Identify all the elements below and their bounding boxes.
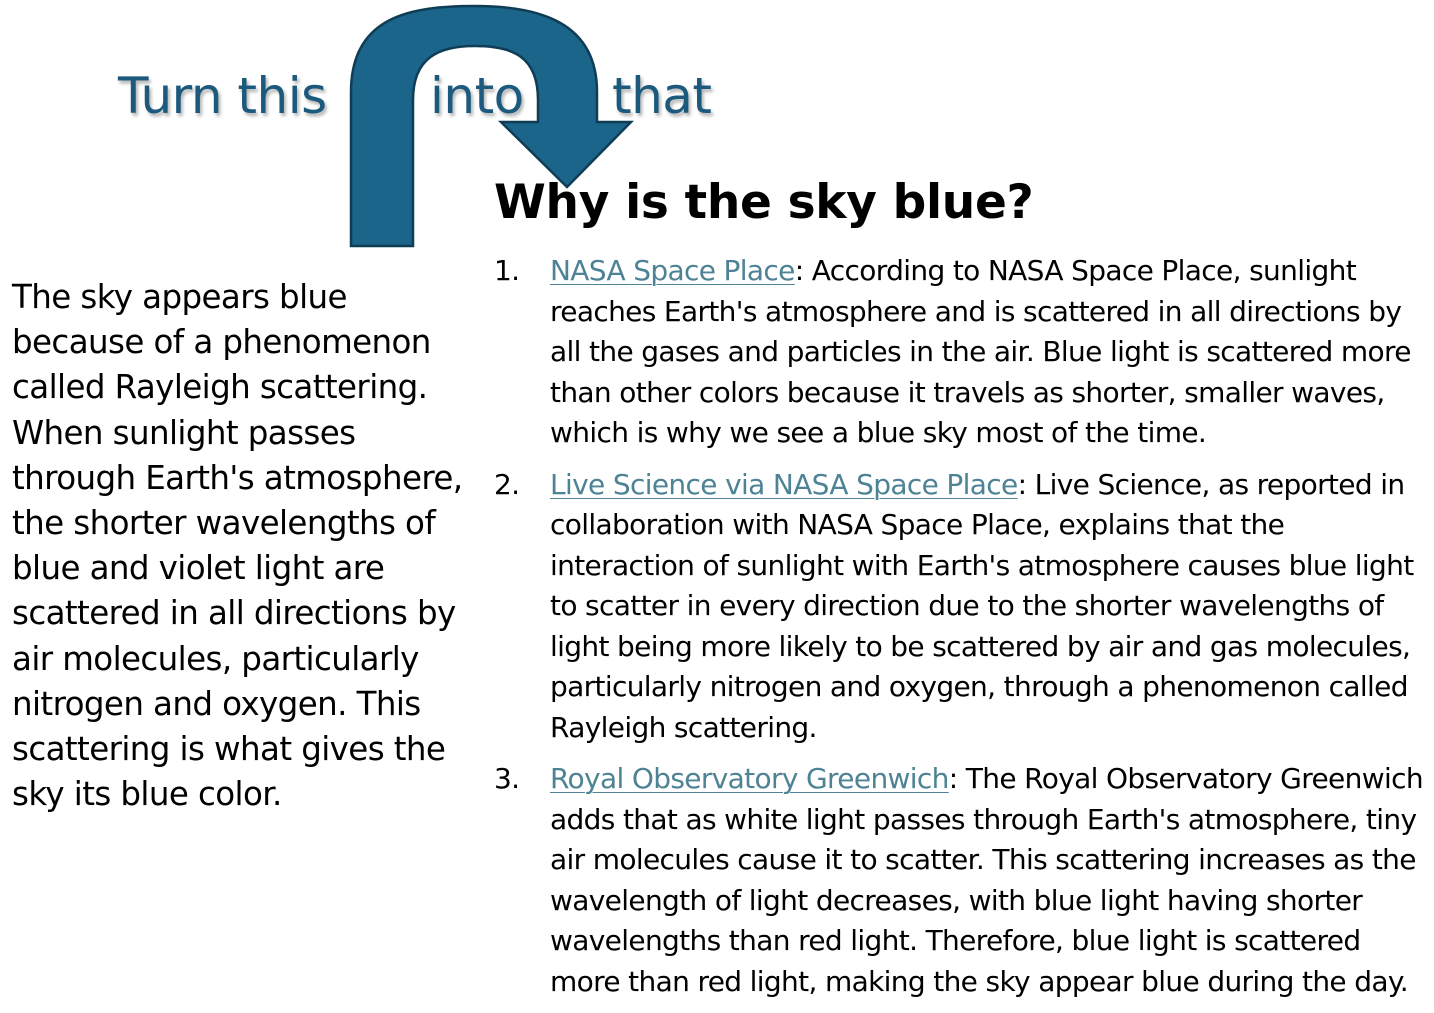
source-number: 3. [494,762,520,795]
source-link-live-science[interactable]: Live Science via NASA Space Place [550,467,1018,501]
source-item-3 [494,759,1434,1002]
source-link-royal-observatory[interactable]: Royal Observatory Greenwich [550,762,949,795]
source-link-nasa-space-place[interactable]: NASA Space Place [550,254,795,287]
headline-word-into: into [430,67,524,125]
source-text: : Live Science, as reported in collaboration with NASA Space Place, explains that the interaction of sunlight with Earth's atmosphere causes blue light to scatter in every direction due to the shorter wavelengths of light being more likely to be scattered by air and gas molecules, particularly nitrogen and oxygen, through a phenomenon called Rayleigh scattering. [550,467,1414,744]
before-text-paragraph: The sky appears blue because of a phenomenon called Rayleigh scattering. When sunlight passes through Earth's atmosphere, the shorter wavelengths of blue and violet light are scattered in all directions by air molecules, particularly nitrogen and oxygen. This scattering is what gives the sky its blue color. [12,278,463,814]
source-item-2 [494,465,1434,749]
source-number: 1. [494,254,520,287]
source-number: 2. [494,467,520,501]
answer-title: Why is the sky blue? [494,175,1034,230]
sources-list [494,251,1434,1013]
source-text: : According to NASA Space Place, sunlight reaches Earth's atmosphere and is scattered in all directions by all the gases and particles in the air. Blue light is scattered more than other colors because it travels as shorter, smaller waves, which is why we see a blue sky most of the time. [550,254,1411,449]
headline-word-turn-this: Turn this [118,67,327,125]
headline-word-that: that [612,67,712,125]
source-item-1 [494,251,1434,454]
source-text: : The Royal Observatory Greenwich adds that as white light passes through Earth's atmosphere, tiny air molecules cause it to scatter. This scattering increases as the wavelength of light decreases, with blue light having shorter wavelengths than red light. Therefore, blue light is scattered more than red light, making the sky appear blue during the day. [550,762,1423,998]
